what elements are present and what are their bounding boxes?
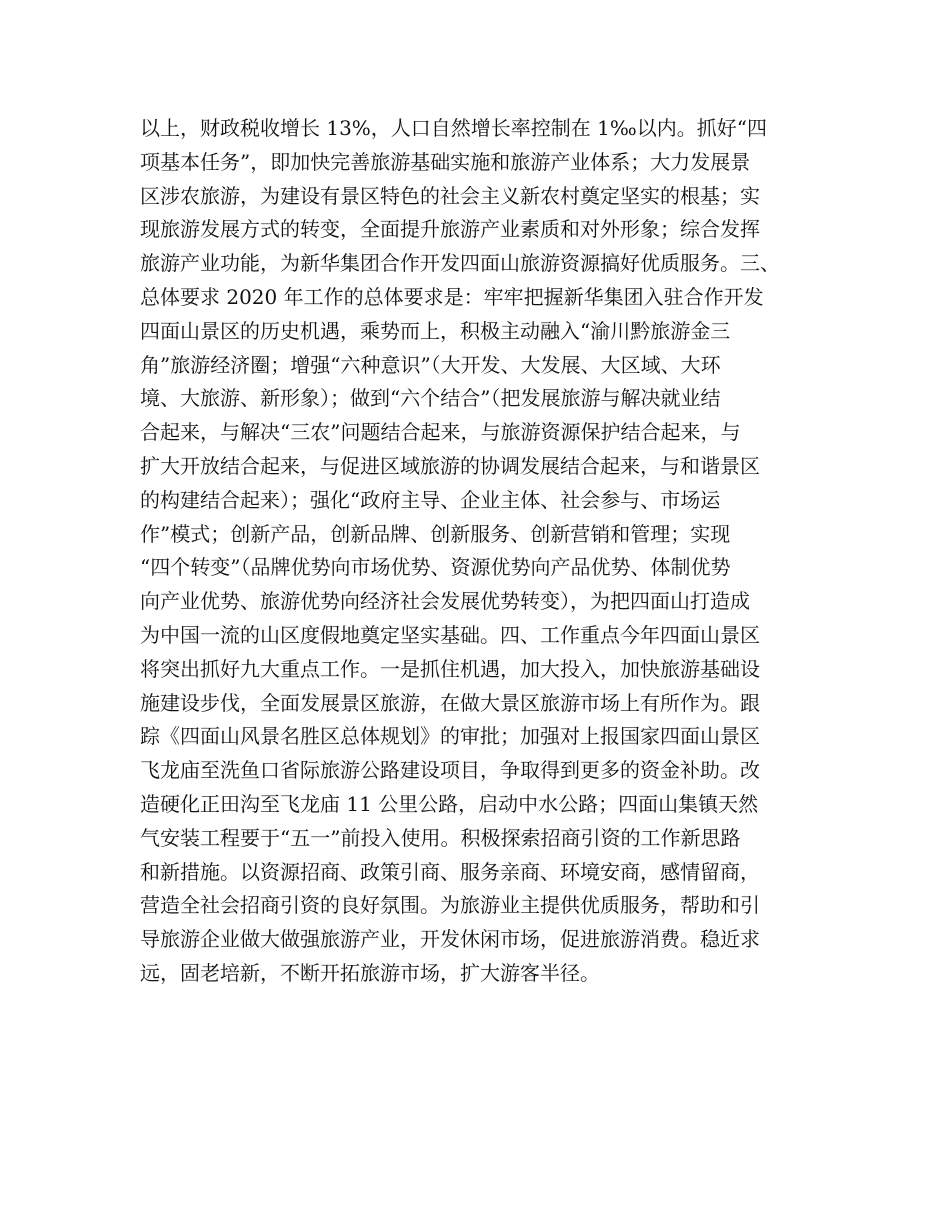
text-line: 飞龙庙至洗鱼口省际旅游公路建设项目，争取得到更多的资金补助。改 xyxy=(140,758,760,783)
text-line: 气安装工程要于“五一”前投入使用。积极探索招商引资的工作新思路 xyxy=(140,825,741,850)
text-line: 向产业优势、旅游优势向经济社会发展优势转变），为把四面山打造成 xyxy=(140,589,750,614)
text-line: 角”旅游经济圈；增强“六种意识”（大开发、大发展、大区域、大环 xyxy=(140,352,721,377)
text-line: “四个转变”（品牌优势向市场优势、资源优势向产品优势、体制优势 xyxy=(140,555,731,580)
text-line: 将突出抓好九大重点工作。一是抓住机遇，加大投入，加快旅游基础设 xyxy=(140,656,760,681)
text-line: 境、大旅游、新形象）；做到“六个结合”（把发展旅游与解决就业结 xyxy=(140,386,721,411)
text-line: 造硬化正田沟至飞龙庙 11 公里公路，启动中水公路；四面山集镇天然 xyxy=(140,791,759,816)
text-line: 项基本任务”，即加快完善旅游基础实施和旅游产业体系；大力发展景 xyxy=(140,149,751,174)
text-line: 以上，财政税收增长 13%，人口自然增长率控制在 1‰以内。抓好“四 xyxy=(140,116,767,140)
text-line: 和新措施。以资源招商、政策引商、服务亲商、环境安商，感情留商， xyxy=(140,859,760,884)
text-line: 区涉农旅游，为建设有景区特色的社会主义新农村奠定坚实的根基；实 xyxy=(140,183,760,208)
body-text xyxy=(140,112,840,991)
text-line: 踪《四面山风景名胜区总体规划》的审批；加强对上报国家四面山景区 xyxy=(140,724,760,749)
text-line: 营造全社会招商引资的良好氛围。为旅游业主提供优质服务，帮助和引 xyxy=(140,893,760,918)
text-line: 作”模式；创新产品，创新品牌、创新服务、创新营销和管理；实现 xyxy=(140,521,731,546)
text-line: 远，固老培新，不断开拓旅游市场，扩大游客半径。 xyxy=(140,960,600,985)
text-line: 导旅游企业做大做强旅游产业，开发休闲市场，促进旅游消费。稳近求 xyxy=(140,927,760,952)
text-line: 现旅游发展方式的转变，全面提升旅游产业素质和对外形象；综合发挥 xyxy=(140,217,760,242)
text-line: 施建设步伐，全面发展景区旅游，在做大景区旅游市场上有所作为。跟 xyxy=(140,690,760,715)
text-line: 四面山景区的历史机遇，乘势而上，积极主动融入“渝川黔旅游金三 xyxy=(140,318,731,343)
text-line: 旅游产业功能，为新华集团合作开发四面山旅游资源搞好优质服务。三、 xyxy=(140,251,780,276)
text-line: 为中国一流的山区度假地奠定坚实基础。四、工作重点今年四面山景区 xyxy=(140,622,760,647)
text-line: 合起来，与解决“三农”问题结合起来，与旅游资源保护结合起来，与 xyxy=(140,420,741,445)
text-line: 扩大开放结合起来，与促进区域旅游的协调发展结合起来，与和谐景区 xyxy=(140,453,760,478)
text-line: 的构建结合起来）；强化“政府主导、企业主体、社会参与、市场运 xyxy=(140,487,721,512)
text-line: 总体要求 2020 年工作的总体要求是：牢牢把握新华集团入驻合作开发 xyxy=(140,284,764,309)
